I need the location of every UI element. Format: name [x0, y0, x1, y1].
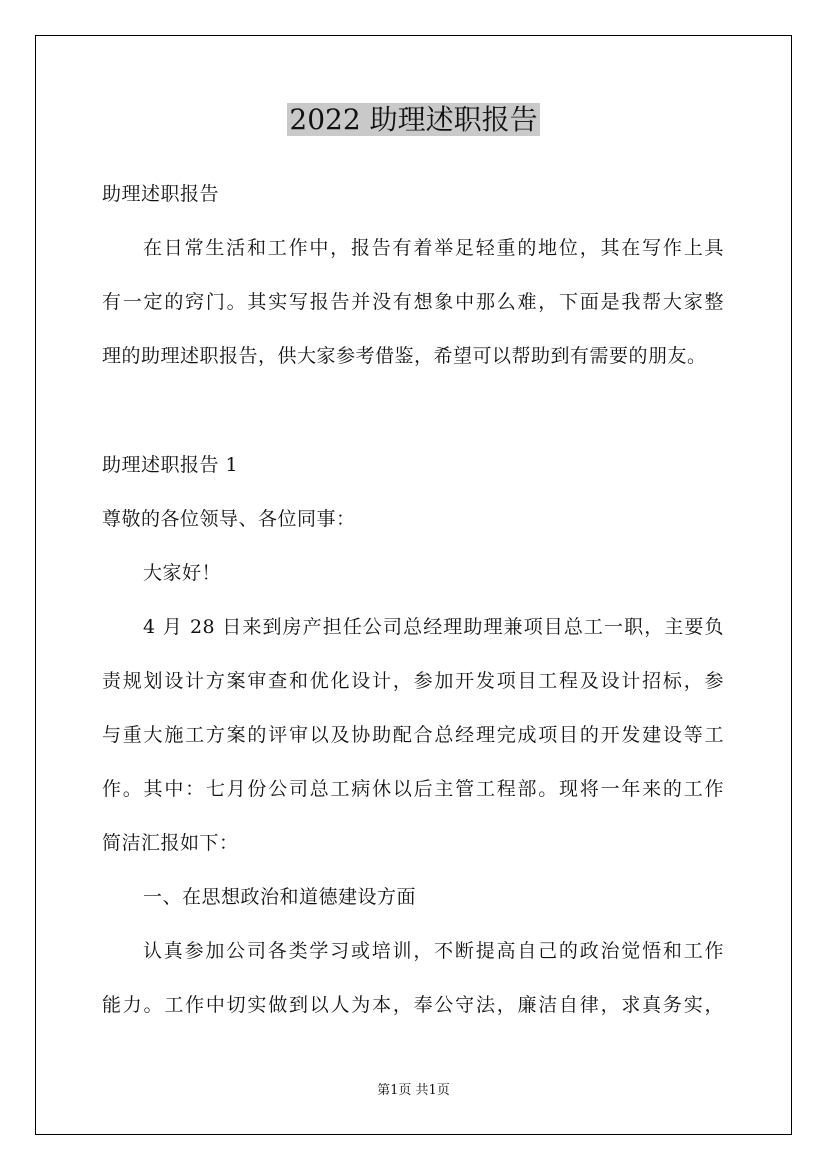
intro-line-1: 在日常生活和工作中，报告有着举足轻重的地位，其在写作上具 [143, 237, 724, 259]
page-footer: 第1页 共1页 [377, 1083, 450, 1098]
salutation: 尊敬的各位领导、各位同事： [102, 508, 356, 530]
body-line-5: 简洁汇报如下： [102, 832, 239, 854]
greeting: 大家好！ [143, 562, 222, 584]
intro-line-3: 理的助理述职报告，供大家参考借鉴，希望可以帮助到有需要的朋友。 [102, 345, 707, 367]
body-line-2: 责规划设计方案审查和优化设计，参加开发项目工程及设计招标，参 [102, 670, 724, 692]
section-heading: 助理述职报告 1 [102, 454, 239, 476]
body-line-3: 与重大施工方案的评审以及协助配合总经理完成项目的开发建设等工 [102, 724, 724, 746]
document-subtitle: 助理述职报告 [102, 183, 220, 205]
body-line-4: 作。其中：七月份公司总工病休以后主管工程部。现将一年来的工作 [102, 778, 724, 800]
body-line-1: 4 月 28 日来到房产担任公司总经理助理兼项目总工一职，主要负 [143, 616, 724, 638]
document-title-text: 2022 助理述职报告 [289, 103, 538, 136]
last-line-1: 认真参加公司各类学习或培训，不断提高自己的政治觉悟和工作 [143, 940, 724, 962]
intro-line-2: 有一定的窍门。其实写报告并没有想象中那么难，下面是我帮大家整 [102, 291, 724, 313]
subheading: 一、在思想政治和道德建设方面 [143, 886, 417, 908]
document-title [0, 96, 827, 144]
last-line-2: 能力。工作中切实做到以人为本，奉公守法，廉洁自律，求真务实， [102, 994, 724, 1016]
